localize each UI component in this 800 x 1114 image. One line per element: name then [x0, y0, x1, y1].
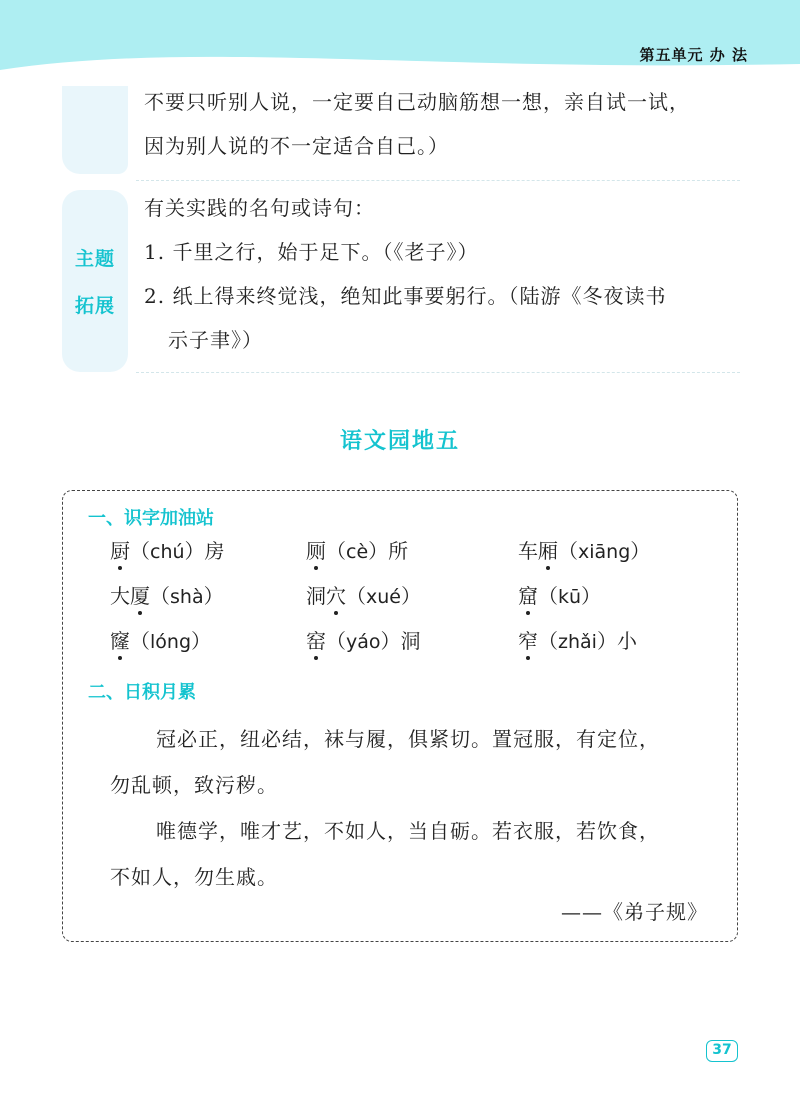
- pinyin: yáo: [346, 631, 381, 653]
- daily-heading: 二、日积月累: [88, 682, 196, 703]
- pinyin: xiāng: [578, 541, 631, 563]
- dotted-character: 穴: [326, 581, 346, 611]
- paren: ）: [368, 539, 389, 563]
- paren: （: [130, 629, 150, 653]
- topic-item-2-line-1: 2. 纸上得来终觉浅，绝知此事要躬行。（陆游《冬夜读书: [144, 284, 667, 308]
- dotted-character: 厢: [538, 536, 558, 566]
- paren: ）: [380, 629, 401, 653]
- tab-label-extension: 拓展: [74, 295, 115, 317]
- word-item: [306, 536, 518, 567]
- word-item: [306, 581, 518, 612]
- literacy-heading: 一、识字加油站: [88, 508, 214, 529]
- dotted-character: 窄: [518, 626, 538, 656]
- pinyin: cè: [346, 541, 369, 563]
- top-box-line-1: 不要只听别人说，一定要自己动脑筋想一想，亲自试一试，: [144, 90, 690, 114]
- pinyin: lóng: [150, 631, 192, 653]
- word-item: [518, 626, 710, 657]
- word-item: [110, 581, 306, 612]
- paren: ）: [596, 629, 617, 653]
- paren: （: [346, 584, 366, 608]
- paren: （: [150, 584, 170, 608]
- paren: ）: [400, 584, 421, 608]
- topic-box-text: [144, 186, 666, 362]
- poem-line-1: 冠必正，纽必结，袜与履，俱紧切。置冠服，有定位，: [156, 727, 660, 751]
- paren: ）: [203, 584, 224, 608]
- pinyin: chú: [150, 541, 185, 563]
- top-box-line-2: 因为别人说的不一定适合自己。）: [144, 134, 449, 158]
- divider: [136, 180, 740, 181]
- page-number: 37: [706, 1040, 738, 1062]
- poem-source: ——《弟子规》: [561, 900, 708, 924]
- top-box-text: [144, 80, 690, 168]
- pinyin: xué: [366, 586, 401, 608]
- word-item: [110, 626, 306, 657]
- topic-item-1: 1. 千里之行，始于足下。（《老子》）: [144, 240, 479, 264]
- poem-line-4: 不如人，勿生戚。: [110, 865, 278, 889]
- paren: ）: [581, 584, 602, 608]
- dotted-character: 窟: [518, 581, 538, 611]
- paren: ）: [191, 629, 212, 653]
- word-grid: [110, 536, 710, 657]
- dotted-character: 窿: [110, 626, 130, 656]
- pinyin: shà: [170, 586, 204, 608]
- tab-label-topic: 主题: [74, 248, 115, 270]
- dotted-character: 窑: [306, 626, 326, 656]
- dotted-character: 厕: [306, 536, 326, 566]
- side-tab-topic: [62, 190, 128, 372]
- word-suffix: 所: [388, 539, 409, 563]
- word-prefix: 车: [518, 539, 538, 563]
- paren: （: [538, 584, 558, 608]
- pinyin: kū: [558, 586, 582, 608]
- paren: （: [326, 629, 346, 653]
- dotted-character: 厦: [130, 581, 150, 611]
- word-item: [518, 536, 710, 567]
- dotted-character: 厨: [110, 536, 130, 566]
- word-item: [110, 536, 306, 567]
- daily-poem: [110, 716, 710, 900]
- topic-item-2-line-2: 示子聿》）: [168, 328, 263, 352]
- word-item: [306, 626, 518, 657]
- word-prefix: 洞: [306, 584, 326, 608]
- paren: ）: [184, 539, 205, 563]
- word-item: [518, 581, 710, 612]
- paren: （: [538, 629, 558, 653]
- paren: （: [130, 539, 150, 563]
- word-prefix: 大: [110, 584, 130, 608]
- word-suffix: 房: [204, 539, 225, 563]
- paren: （: [326, 539, 346, 563]
- poem-line-2: 勿乱顿，致污秽。: [110, 773, 278, 797]
- paren: （: [558, 539, 578, 563]
- divider: [136, 372, 740, 373]
- poem-line-3: 唯德学，唯才艺，不如人，当自砺。若衣服，若饮食，: [156, 819, 660, 843]
- section-title: 语文园地五: [339, 429, 460, 454]
- unit-title: 第五单元 办 法: [639, 46, 748, 64]
- word-suffix: 小: [616, 629, 637, 653]
- side-tab-top: [62, 86, 128, 174]
- pinyin: zhǎi: [558, 631, 597, 653]
- paren: ）: [630, 539, 651, 563]
- topic-intro: 有关实践的名句或诗句：: [144, 196, 375, 220]
- word-suffix: 洞: [400, 629, 421, 653]
